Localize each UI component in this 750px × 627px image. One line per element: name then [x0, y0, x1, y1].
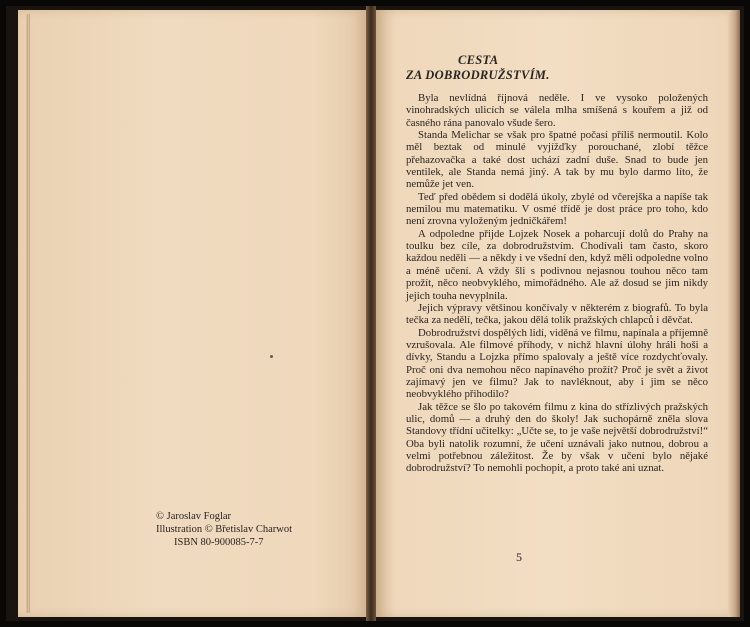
paragraph: Standa Melichar se však pro špatné počasí příliš nermoutil. Kolo měl beztak od minulé vyjížďky porouchané, zlobí těžce přehazovačka a také dost uchází zadní duše. Snad to bude jen ventilek, ale Standa nemá jiný. A tak by mu bylo darmo líto, že nemůže jet ven. [406, 129, 708, 191]
copyright-illustration: Illustration © Břetislav Charwot [156, 524, 292, 535]
open-book [6, 6, 744, 621]
chapter-title [406, 53, 550, 83]
copyright-block [156, 510, 336, 549]
paragraph: Jak těžce se šlo po takovém filmu z kina do střízlivých pražských ulic, domů — a druhý den do školy! Jak suchopárně zněla slova Standovy třídní učitelky: „Učte se, to je vaše největší dobrodružství!“ Oba byli natolik rozumní, že učení uznávali jako nutnou, dobrou a velmi potřebnou záležitost. Že by však v učení bylo nějaké dobrodružství? To nemohli pochopit, a proto také ani uznat. [406, 400, 708, 475]
chapter-title-line1: CESTA [458, 53, 499, 67]
copyright-isbn: ISBN 80-900085-7-7 [174, 537, 264, 548]
book-spine [366, 6, 376, 621]
right-page [376, 10, 728, 617]
paragraph: Teď před obědem si dodělá úkoly, zbylé od včerejška a napíše tak nemilou mu matematiku. V osmé třídě je dost práce pro toho, kdo není zrovna vyloženým jedničkářem! [406, 190, 708, 228]
right-page-edges [728, 10, 740, 617]
paragraph: Byla nevlídná říjnová neděle. I ve vysoko položených vinohradských ulicích se válela mlha smíšená s kouřem a již od časného rána panovalo všude šero. [406, 92, 708, 129]
chapter-title-line2: ZA DOBRODRUŽSTVÍM. [406, 68, 550, 82]
page-edges [26, 14, 30, 613]
paragraph: A odpoledne přijde Lojzek Nosek a poharcují dolů do Prahy na toulku bez cíle, za dobrodružstvím. Chodívali tam často, skoro každou neděli — a někdy i ve všední den, když měli odpoledne volno a méně učení. A vždy šli s podivnou nejasnou touhou něco tam prožít, něco neobvyklého, mimořádného. Ale až dosud se jim nikdy jejich touha nevyplnila. [406, 227, 708, 302]
paper-speck [270, 355, 273, 358]
paragraph: Jejich výpravy většinou končívaly v některém z biografů. To byla tečka za nedělí, tečka, jakou dělá tolik pražských chlapců i děvčat. [406, 301, 708, 327]
left-page [18, 10, 366, 617]
body-text [406, 92, 708, 475]
paragraph: Dobrodružství dospělých lidí, viděná ve filmu, napínala a příjemně vzrušovala. Ale filmové příhody, v nichž hlavní úlohy hráli hoši a dívky, Standu a Lojzka přímo spalovaly a ještě více rozdychťovaly. Proč oni dva nemohou něco napínavého prožít? Proč je svět a život zajímavý jen ve filmu? Jak to navléknout, aby i jim se něco neobvyklého přihodilo? [406, 326, 708, 401]
copyright-author: © Jaroslav Foglar [156, 511, 232, 522]
page-number: 5 [516, 550, 522, 564]
